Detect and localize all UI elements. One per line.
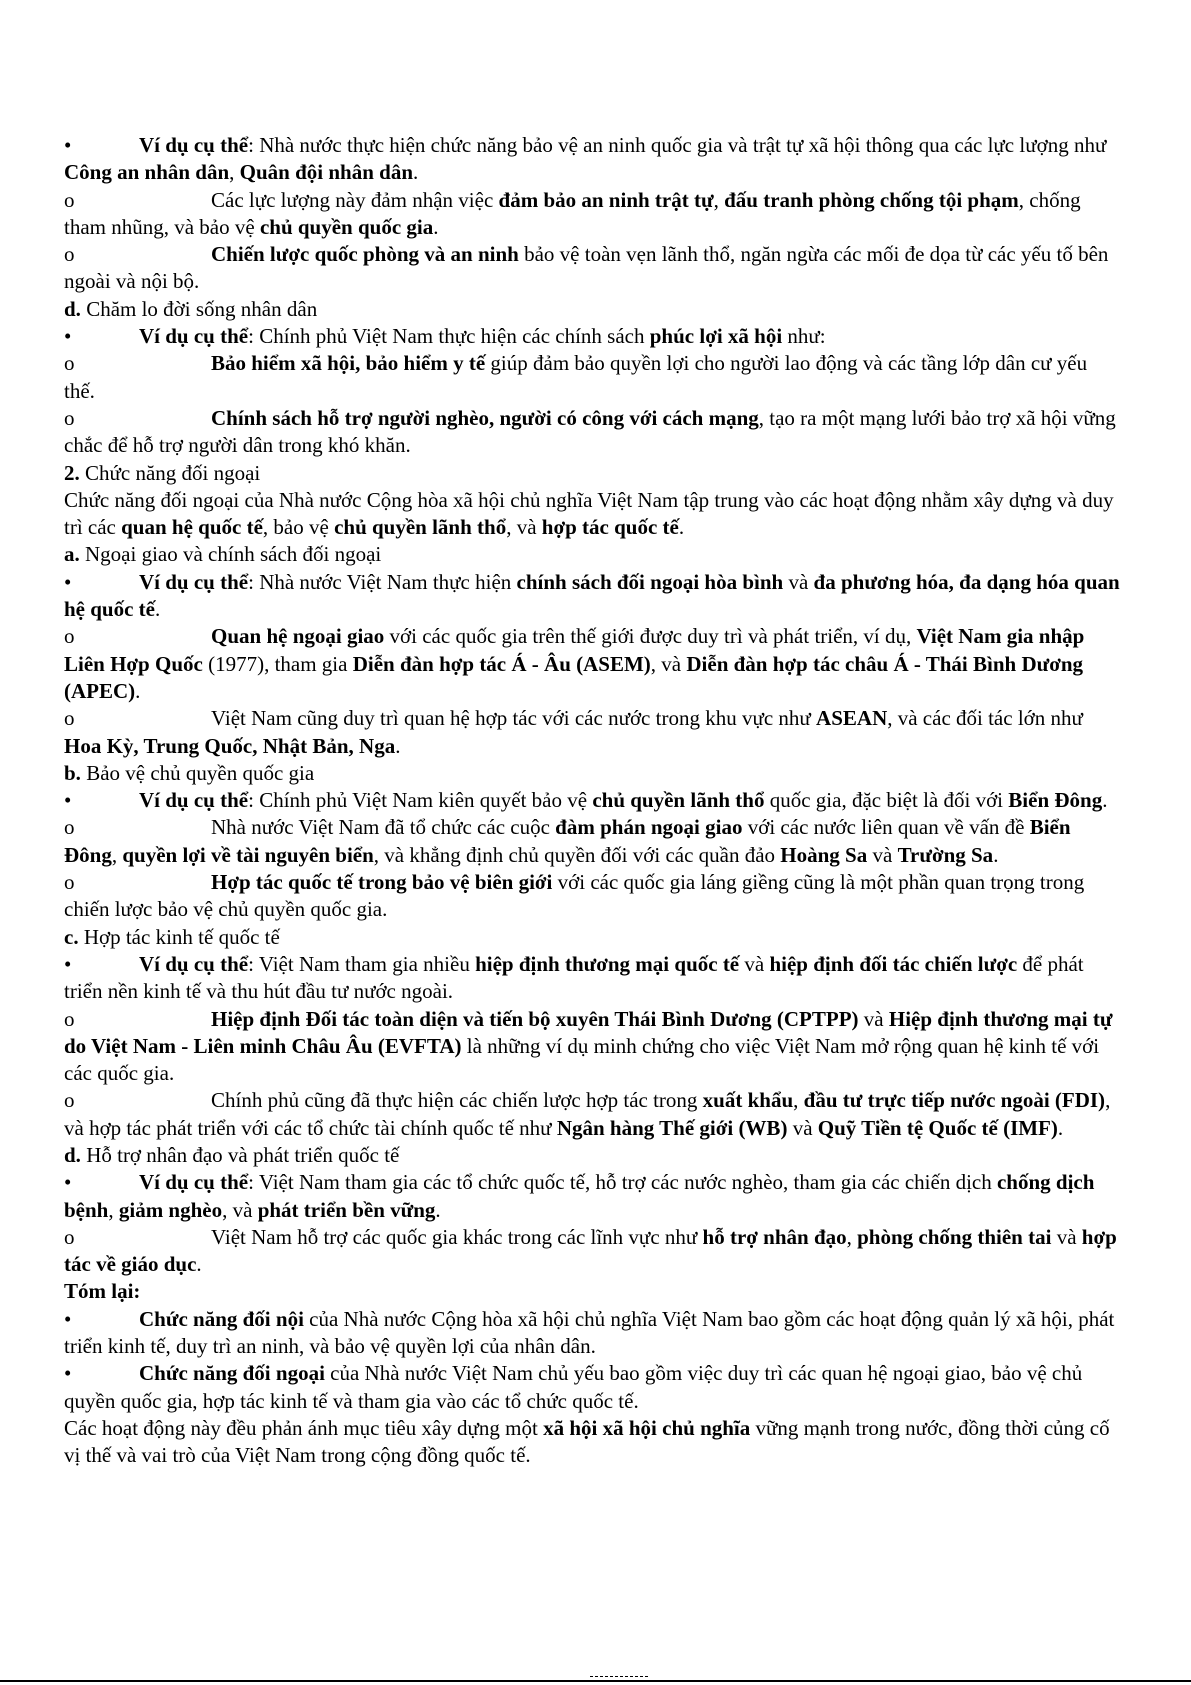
text-run: , bbox=[108, 1197, 119, 1222]
bold-text: Chức năng đối ngoại bbox=[139, 1361, 325, 1386]
text-run: giúp đảm bảo quyền lợi cho người lao động và các tầng lớp dân cư yếu thế. bbox=[64, 351, 1088, 403]
bold-text: đa phương hóa, đa dạng hóa quan hệ quốc tế bbox=[64, 569, 1120, 622]
bullet-item bbox=[64, 1306, 1122, 1361]
bold-text: đầu tư trực tiếp nước ngoài (FDI) bbox=[803, 1088, 1106, 1113]
bold-text: quan hệ quốc tế bbox=[121, 515, 263, 540]
paragraph bbox=[64, 760, 1122, 787]
text-run: , và bbox=[650, 651, 687, 676]
paragraph bbox=[64, 541, 1122, 568]
bold-text: đàm phán ngoại giao bbox=[555, 815, 743, 840]
paragraph bbox=[64, 296, 1122, 323]
bold-text: b. bbox=[64, 760, 81, 785]
text-run: , và bbox=[506, 515, 542, 540]
sub-bullet-item bbox=[64, 623, 1122, 705]
bold-text: Hiệp định thương mại tự do Việt Nam - Liên minh Châu Âu (EVFTA) bbox=[64, 1006, 1113, 1058]
text-run: . bbox=[1057, 1115, 1064, 1140]
bold-text: Công an nhân dân bbox=[64, 160, 230, 185]
text-run: : Nhà nước thực hiện chức năng bảo vệ an ninh quốc gia và trật tự xã hội thông qua các lực lượng như bbox=[248, 133, 1107, 157]
bullet-item bbox=[64, 132, 1122, 187]
bold-text: phòng chống thiên tai bbox=[857, 1224, 1052, 1249]
text-run: , bbox=[793, 1088, 804, 1113]
text-run: của Nhà nước Cộng hòa xã hội chủ nghĩa Việt Nam bao gồm các hoạt động quản lý xã hội, phát triển kinh tế, duy trì an ninh, và bảo vệ quyền lợi của nhân dân. bbox=[64, 1306, 1115, 1359]
text-run: Bảo vệ chủ quyền quốc gia bbox=[80, 760, 315, 785]
bold-text: hợp tác quốc tế bbox=[541, 515, 679, 540]
text-run: và bbox=[783, 569, 814, 594]
text-run: . bbox=[1102, 788, 1108, 813]
paragraph bbox=[64, 1142, 1122, 1169]
text-run: . bbox=[413, 160, 419, 185]
sub-bullet-marker: o bbox=[64, 405, 75, 430]
bold-text: hiệp định thương mại quốc tế bbox=[475, 951, 740, 976]
sub-bullet-marker: o bbox=[64, 1006, 75, 1031]
text-run: Hợp tác kinh tế quốc tế bbox=[78, 924, 280, 949]
text-run: với các quốc gia trên thế giới được duy trì và phát triển, ví dụ, bbox=[384, 624, 917, 649]
bold-text: Ví dụ cụ thể bbox=[139, 788, 249, 813]
bold-text: Diễn đàn hợp tác châu Á - Thái Bình Dương (APEC) bbox=[64, 651, 1084, 703]
text-run: . bbox=[993, 842, 999, 867]
bold-text: Biển Đông bbox=[64, 815, 1071, 867]
paragraph bbox=[64, 460, 1122, 487]
text-run: là những ví dụ minh chứng cho việc Việt Nam mở rộng quan hệ kinh tế với các quốc gia. bbox=[64, 1033, 1100, 1086]
text-run: : Nhà nước Việt Nam thực hiện bbox=[248, 569, 517, 594]
document-body bbox=[64, 132, 1122, 1470]
bottom-border-line bbox=[0, 1680, 1191, 1682]
bold-text: chủ quyền lãnh thổ bbox=[334, 515, 507, 540]
sub-bullet-marker: o bbox=[64, 706, 75, 731]
bold-text: Ví dụ cụ thể bbox=[139, 324, 249, 349]
text-run: Nhà nước Việt Nam đã tổ chức các cuộc bbox=[211, 815, 556, 840]
bold-text: Chiến lược quốc phòng và an ninh bbox=[211, 242, 519, 267]
bold-text: Biển Đông bbox=[1008, 788, 1103, 813]
bold-text: quyền lợi về tài nguyên biển bbox=[122, 842, 374, 867]
sub-bullet-marker: o bbox=[64, 1224, 75, 1249]
bold-text: a. bbox=[64, 542, 80, 567]
text-run: quốc gia, đặc biệt là đối với bbox=[764, 788, 1009, 813]
text-run: : Chính phủ Việt Nam thực hiện các chính sách bbox=[248, 324, 650, 349]
bold-text: Quan hệ ngoại giao bbox=[211, 624, 385, 649]
text-run: bảo vệ toàn vẹn lãnh thổ, ngăn ngừa các mối đe dọa từ các yếu tố bên ngoài và nội bộ. bbox=[64, 242, 1109, 294]
sub-bullet-marker: o bbox=[64, 187, 75, 212]
text-run: , tạo ra một mạng lưới bảo trợ xã hội vững chắc để hỗ trợ người dân trong khó khăn. bbox=[64, 405, 1116, 458]
bold-text: hiệp định đối tác chiến lược bbox=[769, 951, 1018, 976]
text-run: và bbox=[739, 951, 770, 976]
bullet-item bbox=[64, 569, 1122, 624]
text-run: (1977), tham gia bbox=[202, 651, 353, 676]
bold-text: chính sách đối ngoại hòa bình bbox=[516, 569, 784, 594]
sub-bullet-marker: o bbox=[64, 870, 75, 895]
bullet-marker: • bbox=[64, 951, 72, 976]
text-run: Chức năng đối ngoại bbox=[79, 460, 261, 485]
bold-text: chống dịch bệnh bbox=[64, 1170, 1095, 1222]
text-run: với các nước liên quan về vấn đề bbox=[742, 815, 1030, 840]
text-run: và bbox=[858, 1006, 889, 1031]
bold-text: đấu tranh phòng chống tội phạm bbox=[724, 187, 1019, 212]
paragraph bbox=[64, 1415, 1122, 1470]
paragraph bbox=[64, 924, 1122, 951]
sub-bullet-marker: o bbox=[64, 624, 75, 649]
paragraph bbox=[64, 1278, 1122, 1305]
sub-bullet-item bbox=[64, 1224, 1122, 1279]
text-run: và bbox=[867, 842, 898, 867]
sub-bullet-item bbox=[64, 814, 1122, 869]
text-run: Chính phủ cũng đã thực hiện các chiến lược hợp tác trong bbox=[211, 1088, 703, 1113]
text-run: , bbox=[846, 1224, 858, 1249]
footer-dashes bbox=[590, 1676, 648, 1678]
bold-text: xuất khẩu bbox=[702, 1088, 794, 1113]
sub-bullet-marker: o bbox=[64, 351, 75, 376]
bullet-marker: • bbox=[64, 1306, 72, 1331]
bold-text: d. bbox=[64, 1142, 81, 1167]
bold-text: Ngân hàng Thế giới (WB) bbox=[556, 1115, 788, 1140]
text-run: Các lực lượng này đảm nhận việc bbox=[211, 187, 499, 212]
text-run: như: bbox=[782, 324, 826, 349]
text-run: Chăm lo đời sống nhân dân bbox=[80, 296, 318, 321]
bold-text: Quân đội nhân dân bbox=[239, 160, 414, 185]
sub-bullet-item bbox=[64, 1087, 1122, 1142]
text-run: để phát triển nền kinh tế và thu hút đầu tư nước ngoài. bbox=[64, 951, 1084, 1004]
text-run: Chức năng đối ngoại của Nhà nước Cộng hòa xã hội chủ nghĩa Việt Nam tập trung vào các hoạt động nhằm xây dựng và duy trì các bbox=[64, 487, 1114, 540]
sub-bullet-marker: o bbox=[64, 815, 75, 840]
bold-text: Diễn đàn hợp tác Á - Âu (ASEM) bbox=[352, 651, 651, 676]
bold-text: Quỹ Tiền tệ Quốc tế (IMF) bbox=[817, 1115, 1058, 1140]
bullet-item bbox=[64, 951, 1122, 1006]
bullet-marker: • bbox=[64, 133, 72, 157]
text-run: : Việt Nam tham gia nhiều bbox=[248, 951, 476, 976]
text-run: Ngoại giao và chính sách đối ngoại bbox=[79, 542, 382, 567]
bold-text: Trường Sa bbox=[897, 842, 994, 867]
text-run: , bbox=[713, 187, 725, 212]
bullet-marker: • bbox=[64, 788, 72, 813]
sub-bullet-marker: o bbox=[64, 1088, 75, 1113]
sub-bullet-item bbox=[64, 1006, 1122, 1088]
bold-text: phát triển bền vững bbox=[257, 1197, 436, 1222]
sub-bullet-item bbox=[64, 350, 1122, 405]
text-run: Hỗ trợ nhân đạo và phát triển quốc tế bbox=[80, 1142, 400, 1167]
text-run: Việt Nam hỗ trợ các quốc gia khác trong các lĩnh vực như bbox=[211, 1224, 703, 1249]
bold-text: Hoàng Sa bbox=[780, 842, 868, 867]
bold-text: hợp tác về giáo dục bbox=[64, 1224, 1117, 1277]
bold-text: chủ quyền quốc gia bbox=[259, 214, 434, 239]
bold-text: phúc lợi xã hội bbox=[649, 324, 783, 349]
bold-text: Ví dụ cụ thể bbox=[139, 951, 249, 976]
bullet-item bbox=[64, 323, 1122, 350]
sub-bullet-item bbox=[64, 705, 1122, 760]
bullet-marker: • bbox=[64, 569, 72, 594]
bullet-marker: • bbox=[64, 324, 72, 349]
text-run: vững mạnh trong nước, đồng thời củng cố vị thế và vai trò của Việt Nam trong cộng đồng quốc tế. bbox=[64, 1415, 1110, 1468]
text-run: , và hợp tác phát triển với các tổ chức tài chính quốc tế như bbox=[64, 1088, 1111, 1140]
bold-text: ASEAN bbox=[816, 706, 888, 731]
bullet-marker: • bbox=[64, 1361, 72, 1386]
text-run: . bbox=[678, 515, 685, 540]
bold-text: chủ quyền lãnh thổ bbox=[592, 788, 765, 813]
bold-text: xã hội xã hội chủ nghĩa bbox=[543, 1415, 751, 1440]
paragraph bbox=[64, 487, 1122, 542]
bold-text: Ví dụ cụ thể bbox=[139, 1170, 249, 1195]
text-run: : Chính phủ Việt Nam kiên quyết bảo vệ bbox=[248, 788, 593, 813]
bold-text: Bảo hiểm xã hội, bảo hiểm y tế bbox=[211, 351, 486, 376]
sub-bullet-item bbox=[64, 187, 1122, 242]
text-run: của Nhà nước Việt Nam chủ yếu bao gồm việc duy trì các quan hệ ngoại giao, bảo vệ chủ quyền quốc gia, hợp tác kinh tế và tham gia vào các tổ chức quốc tế. bbox=[64, 1361, 1083, 1413]
text-run: , chống tham nhũng, và bảo vệ bbox=[64, 187, 1081, 239]
bullet-item bbox=[64, 1360, 1122, 1415]
bold-text: Hoa Kỳ, Trung Quốc, Nhật Bản, Nga bbox=[64, 733, 396, 758]
text-run: , và bbox=[222, 1197, 258, 1222]
text-run: . bbox=[395, 733, 401, 758]
bold-text: Ví dụ cụ thể bbox=[139, 569, 249, 594]
sub-bullet-item bbox=[64, 405, 1122, 460]
text-run: . bbox=[435, 1197, 441, 1222]
text-run: , bbox=[111, 842, 123, 867]
bullet-item bbox=[64, 787, 1122, 814]
text-run: với các quốc gia láng giềng cũng là một phần quan trọng trong chiến lược bảo vệ chủ quyền quốc gia. bbox=[64, 870, 1085, 922]
text-run: . bbox=[433, 214, 439, 239]
bold-text: giảm nghèo bbox=[118, 1197, 223, 1222]
bold-text: c. bbox=[64, 924, 79, 949]
text-run: . bbox=[135, 678, 141, 703]
bold-text: Hiệp định Đối tác toàn diện và tiến bộ xuyên Thái Bình Dương (CPTPP) bbox=[211, 1006, 859, 1031]
bold-text: đảm bảo an ninh trật tự bbox=[498, 187, 714, 212]
bold-text: hỗ trợ nhân đạo bbox=[702, 1224, 847, 1249]
sub-bullet-item bbox=[64, 869, 1122, 924]
bullet-item bbox=[64, 1169, 1122, 1224]
text-run: Việt Nam cũng duy trì quan hệ hợp tác với các nước trong khu vực như bbox=[211, 706, 817, 731]
bullet-marker: • bbox=[64, 1170, 72, 1195]
bold-text: d. bbox=[64, 296, 81, 321]
text-run: : Việt Nam tham gia các tổ chức quốc tế, hỗ trợ các nước nghèo, tham gia các chiến dịch bbox=[248, 1170, 997, 1195]
sub-bullet-marker: o bbox=[64, 242, 75, 267]
text-run: , bảo vệ bbox=[262, 515, 335, 540]
bold-text: 2. bbox=[64, 460, 80, 485]
text-run: , và các đối tác lớn như bbox=[887, 706, 1083, 731]
text-run: , bbox=[229, 160, 240, 185]
text-run: . bbox=[196, 1252, 202, 1277]
text-run: , và khẳng định chủ quyền đối với các quần đảo bbox=[373, 842, 781, 867]
text-run: . bbox=[155, 597, 161, 622]
bold-text: Tóm lại: bbox=[64, 1279, 141, 1304]
bold-text: Việt Nam gia nhập Liên Hợp Quốc bbox=[64, 624, 1085, 676]
text-run: và bbox=[1051, 1224, 1082, 1249]
bold-text: Hợp tác quốc tế trong bảo vệ biên giới bbox=[211, 870, 553, 895]
text-run: và bbox=[787, 1115, 818, 1140]
sub-bullet-item bbox=[64, 241, 1122, 296]
bold-text: Chính sách hỗ trợ người nghèo, người có công với cách mạng bbox=[211, 405, 759, 430]
bold-text: Ví dụ cụ thể bbox=[139, 133, 249, 157]
bold-text: Chức năng đối nội bbox=[139, 1306, 304, 1331]
text-run: Các hoạt động này đều phản ánh mục tiêu xây dựng một bbox=[64, 1415, 544, 1440]
